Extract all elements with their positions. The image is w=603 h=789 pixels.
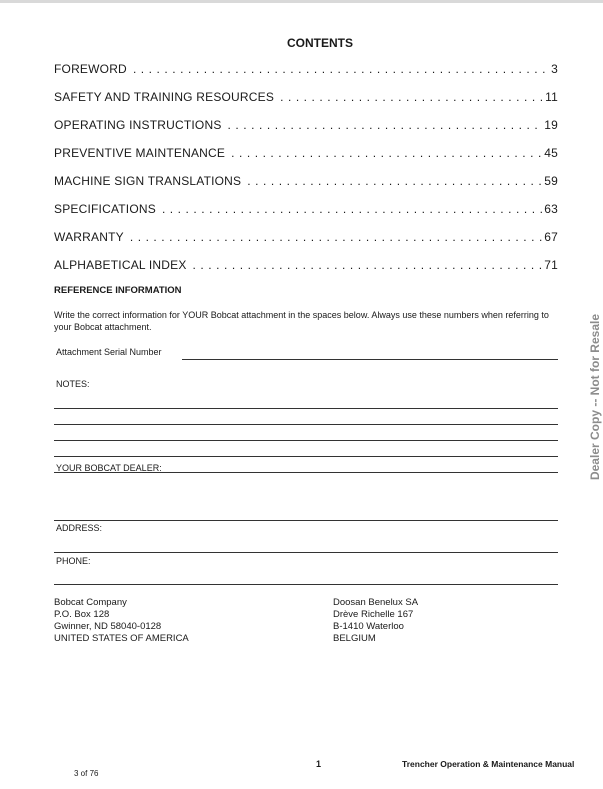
toc-label: OPERATING INSTRUCTIONS (54, 118, 222, 132)
toc-leader-dots (280, 90, 543, 104)
address-line-text: Gwinner, ND 58040-0128 (54, 621, 162, 632)
toc-page: 19 (544, 118, 558, 132)
toc-entry-warranty[interactable] (54, 230, 558, 258)
notes-line[interactable] (54, 424, 558, 425)
address-bobcat-company (54, 597, 189, 645)
page-title: CONTENTS (287, 36, 353, 50)
address-line-text: P.O. Box 128 (54, 609, 110, 620)
top-border (0, 0, 603, 3)
table-of-contents (54, 62, 558, 286)
toc-entry-sign-translations[interactable] (54, 174, 558, 202)
notes-line[interactable] (54, 408, 558, 409)
notes-line[interactable] (54, 456, 558, 457)
toc-page: 71 (544, 258, 558, 272)
toc-entry-safety[interactable] (54, 90, 558, 118)
toc-label: PREVENTIVE MAINTENANCE (54, 146, 226, 160)
serial-number-label: Attachment Serial Number (56, 347, 162, 357)
serial-number-field[interactable] (182, 359, 558, 360)
toc-page: 63 (544, 202, 558, 216)
toc-entry-operating[interactable] (54, 118, 558, 146)
reference-instructions: Write the correct information for YOUR Bobcat attachment in the spaces below. Always use these numbers when referring to your Bobcat attachment. (54, 310, 549, 332)
address-line-text: BELGIUM (333, 633, 376, 644)
phone-label: PHONE: (56, 556, 91, 566)
toc-entry-maintenance[interactable] (54, 146, 558, 174)
notes-line[interactable] (54, 440, 558, 441)
address-line-text: Doosan Benelux SA (333, 597, 419, 608)
manual-title: Trencher Operation & Maintenance Manual (402, 759, 575, 769)
toc-label: FOREWORD (54, 62, 127, 76)
toc-leader-dots (162, 202, 542, 216)
address-doosan-benelux (333, 597, 418, 645)
toc-label: MACHINE SIGN TRANSLATIONS (54, 174, 242, 188)
toc-label: WARRANTY (54, 230, 124, 244)
toc-entry-specifications[interactable] (54, 202, 558, 230)
address-line-text: Drève Richelle 167 (333, 609, 414, 620)
address-line-text: UNITED STATES OF AMERICA (54, 633, 189, 644)
phone-line[interactable] (54, 584, 558, 585)
toc-label: SPECIFICATIONS (54, 202, 156, 216)
address-line-text: B-1410 Waterloo (333, 621, 404, 632)
dealer-label: YOUR BOBCAT DEALER: (56, 463, 162, 473)
toc-label: SAFETY AND TRAINING RESOURCES (54, 90, 275, 104)
dealer-copy-watermark: Dealer Copy -- Not for Resale (588, 313, 602, 481)
toc-page: 3 (551, 62, 558, 76)
toc-leader-dots (228, 118, 543, 132)
toc-leader-dots (193, 258, 543, 272)
notes-label: NOTES: (56, 379, 90, 389)
toc-label: ALPHABETICAL INDEX (54, 258, 187, 272)
toc-entry-foreword[interactable] (54, 62, 558, 90)
toc-leader-dots (231, 146, 542, 160)
toc-leader-dots (247, 174, 542, 188)
toc-entry-index[interactable] (54, 258, 558, 286)
toc-page: 11 (545, 90, 558, 104)
reference-heading: REFERENCE INFORMATION (54, 285, 182, 296)
toc-leader-dots (133, 62, 549, 76)
toc-page: 59 (544, 174, 558, 188)
page-count: 3 of 76 (74, 769, 99, 778)
page-number: 1 (316, 759, 322, 769)
toc-page: 45 (544, 146, 558, 160)
address-line-text: Bobcat Company (54, 597, 127, 608)
toc-page: 67 (544, 230, 558, 244)
toc-leader-dots (130, 230, 542, 244)
address-line[interactable] (54, 552, 558, 553)
address-label: ADDRESS: (56, 523, 103, 533)
dealer-line[interactable] (54, 520, 558, 521)
